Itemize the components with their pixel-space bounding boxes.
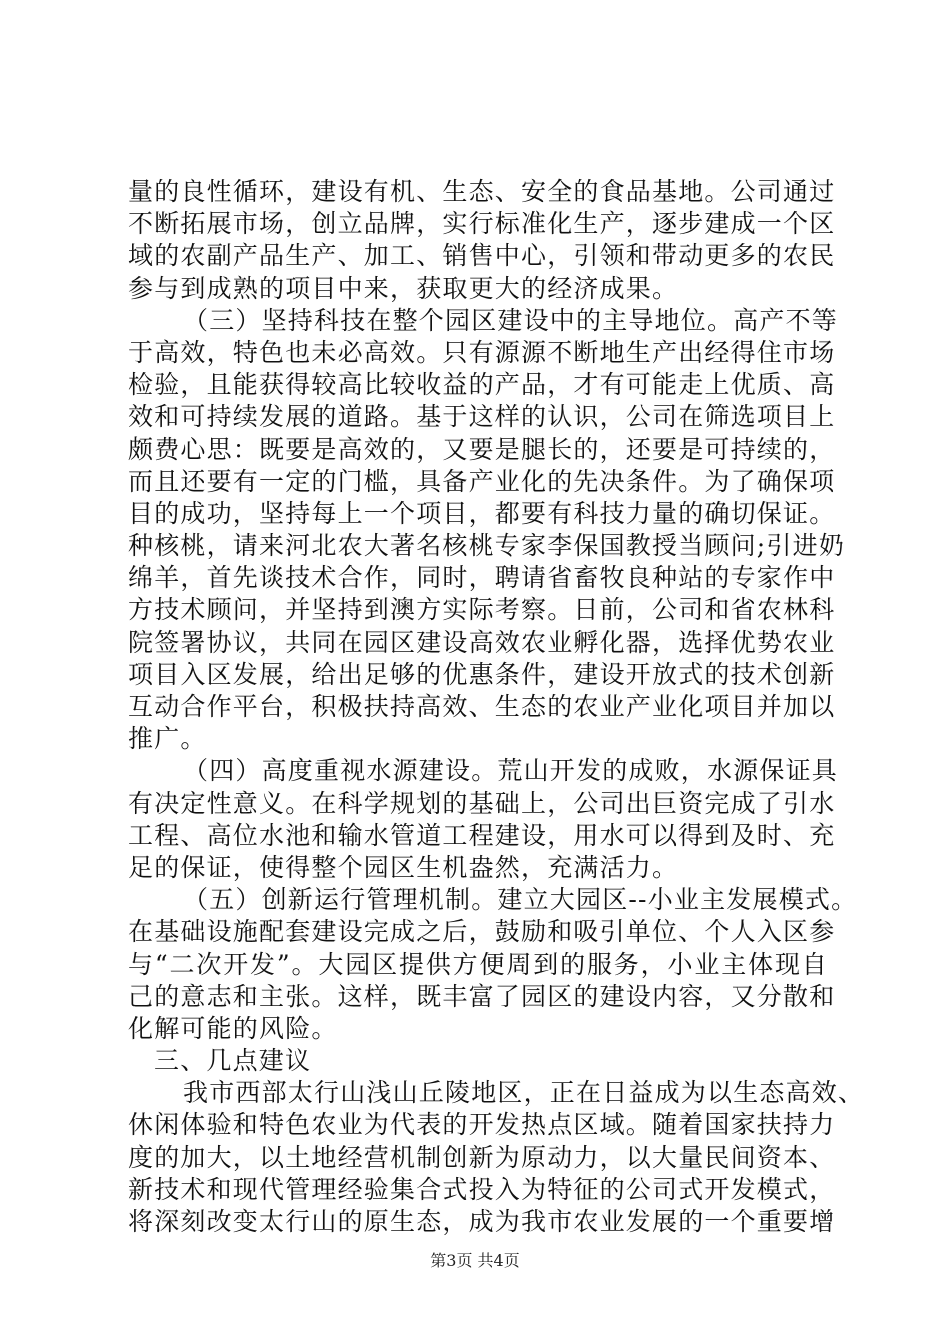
text-line: 在基础设施配套建设完成之后，鼓励和吸引单位、个人入区参 (128, 917, 836, 947)
text-line: 项目入区发展，给出足够的优惠条件，建设开放式的技术创新 (128, 659, 836, 689)
text-line: 度的加大，以土地经营机制创新为原动力，以大量民间资本、 (128, 1142, 836, 1172)
document-body (128, 176, 865, 1238)
text-line: 新技术和现代管理经验集合式投入为特征的公司式开发模式， (128, 1174, 836, 1204)
text-line: 与“二次开发”。大园区提供方便周到的服务，小业主体现自 (128, 949, 828, 979)
text-line: 绵羊，首先谈技术合作，同时，聘请省畜牧良种站的专家作中 (128, 563, 836, 593)
text-line: （五）创新运行管理机制。建立大园区--小业主发展模式。 (183, 885, 858, 915)
text-line: 颇费心思：既要是高效的，又要是腿长的，还要是可持续的， (128, 434, 836, 464)
text-line: 互动合作平台，积极扶持高效、生态的农业产业化项目并加以 (128, 692, 836, 721)
text-line: 己的意志和主张。这样，既丰富了园区的建设内容，又分散和 (128, 981, 836, 1011)
text-line: 目的成功，坚持每上一个项目，都要有科技力量的确切保证。 (128, 498, 836, 528)
text-line: （四）高度重视水源建设。荒山开发的成败，水源保证具 (183, 756, 839, 786)
text-line: 效和可持续发展的道路。基于这样的认识，公司在筛选项目上 (128, 402, 836, 432)
text-line: 化解可能的风险。 (128, 1013, 338, 1043)
text-line: 检验，且能获得较高比较收益的产品，才有可能走上优质、高 (128, 370, 836, 400)
text-line: 方技术顾问，并坚持到澳方实际考察。日前，公司和省农林科 (128, 595, 836, 625)
text-line: 不断拓展市场，创立品牌，实行标准化生产，逐步建成一个区 (128, 209, 836, 239)
text-line: 工程、高位水池和输水管道工程建设，用水可以得到及时、充 (128, 820, 836, 850)
text-line: 于高效，特色也未必高效。只有源源不断地生产出经得住市场 (128, 337, 836, 367)
text-line: 三、几点建议 (154, 1046, 312, 1076)
text-line: （三）坚持科技在整个园区建设中的主导地位。高产不等 (183, 305, 839, 335)
text-line: 休闲体验和特色农业为代表的开发热点区域。随着国家扶持力 (128, 1110, 836, 1140)
text-line: 有决定性意义。在科学规划的基础上，公司出巨资完成了引水 (128, 788, 836, 818)
text-line: 我市西部太行山浅山丘陵地区，正在日益成为以生态高效、 (183, 1078, 865, 1108)
text-line: 而且还要有一定的门槛，具备产业化的先决条件。为了确保项 (128, 466, 836, 496)
text-line: 域的农副产品生产、加工、销售中心，引领和带动更多的农民 (128, 241, 836, 271)
page-footer: 第3页 共4页 (430, 1251, 520, 1270)
text-line: 推广。 (128, 724, 207, 754)
text-line: 参与到成熟的项目中来，获取更大的经济成果。 (128, 273, 679, 303)
text-line: 种核桃，请来河北农大著名核桃专家李保国教授当顾问;引进奶 (128, 531, 846, 561)
text-line: 足的保证，使得整个园区生机盎然，充满活力。 (128, 852, 679, 882)
text-line: 将深刻改变太行山的原生态，成为我市农业发展的一个重要增 (128, 1207, 836, 1236)
text-line: 量的良性循环，建设有机、生态、安全的食品基地。公司通过 (128, 177, 836, 206)
text-line: 院签署协议，共同在园区建设高效农业孵化器，选择优势农业 (128, 627, 836, 657)
